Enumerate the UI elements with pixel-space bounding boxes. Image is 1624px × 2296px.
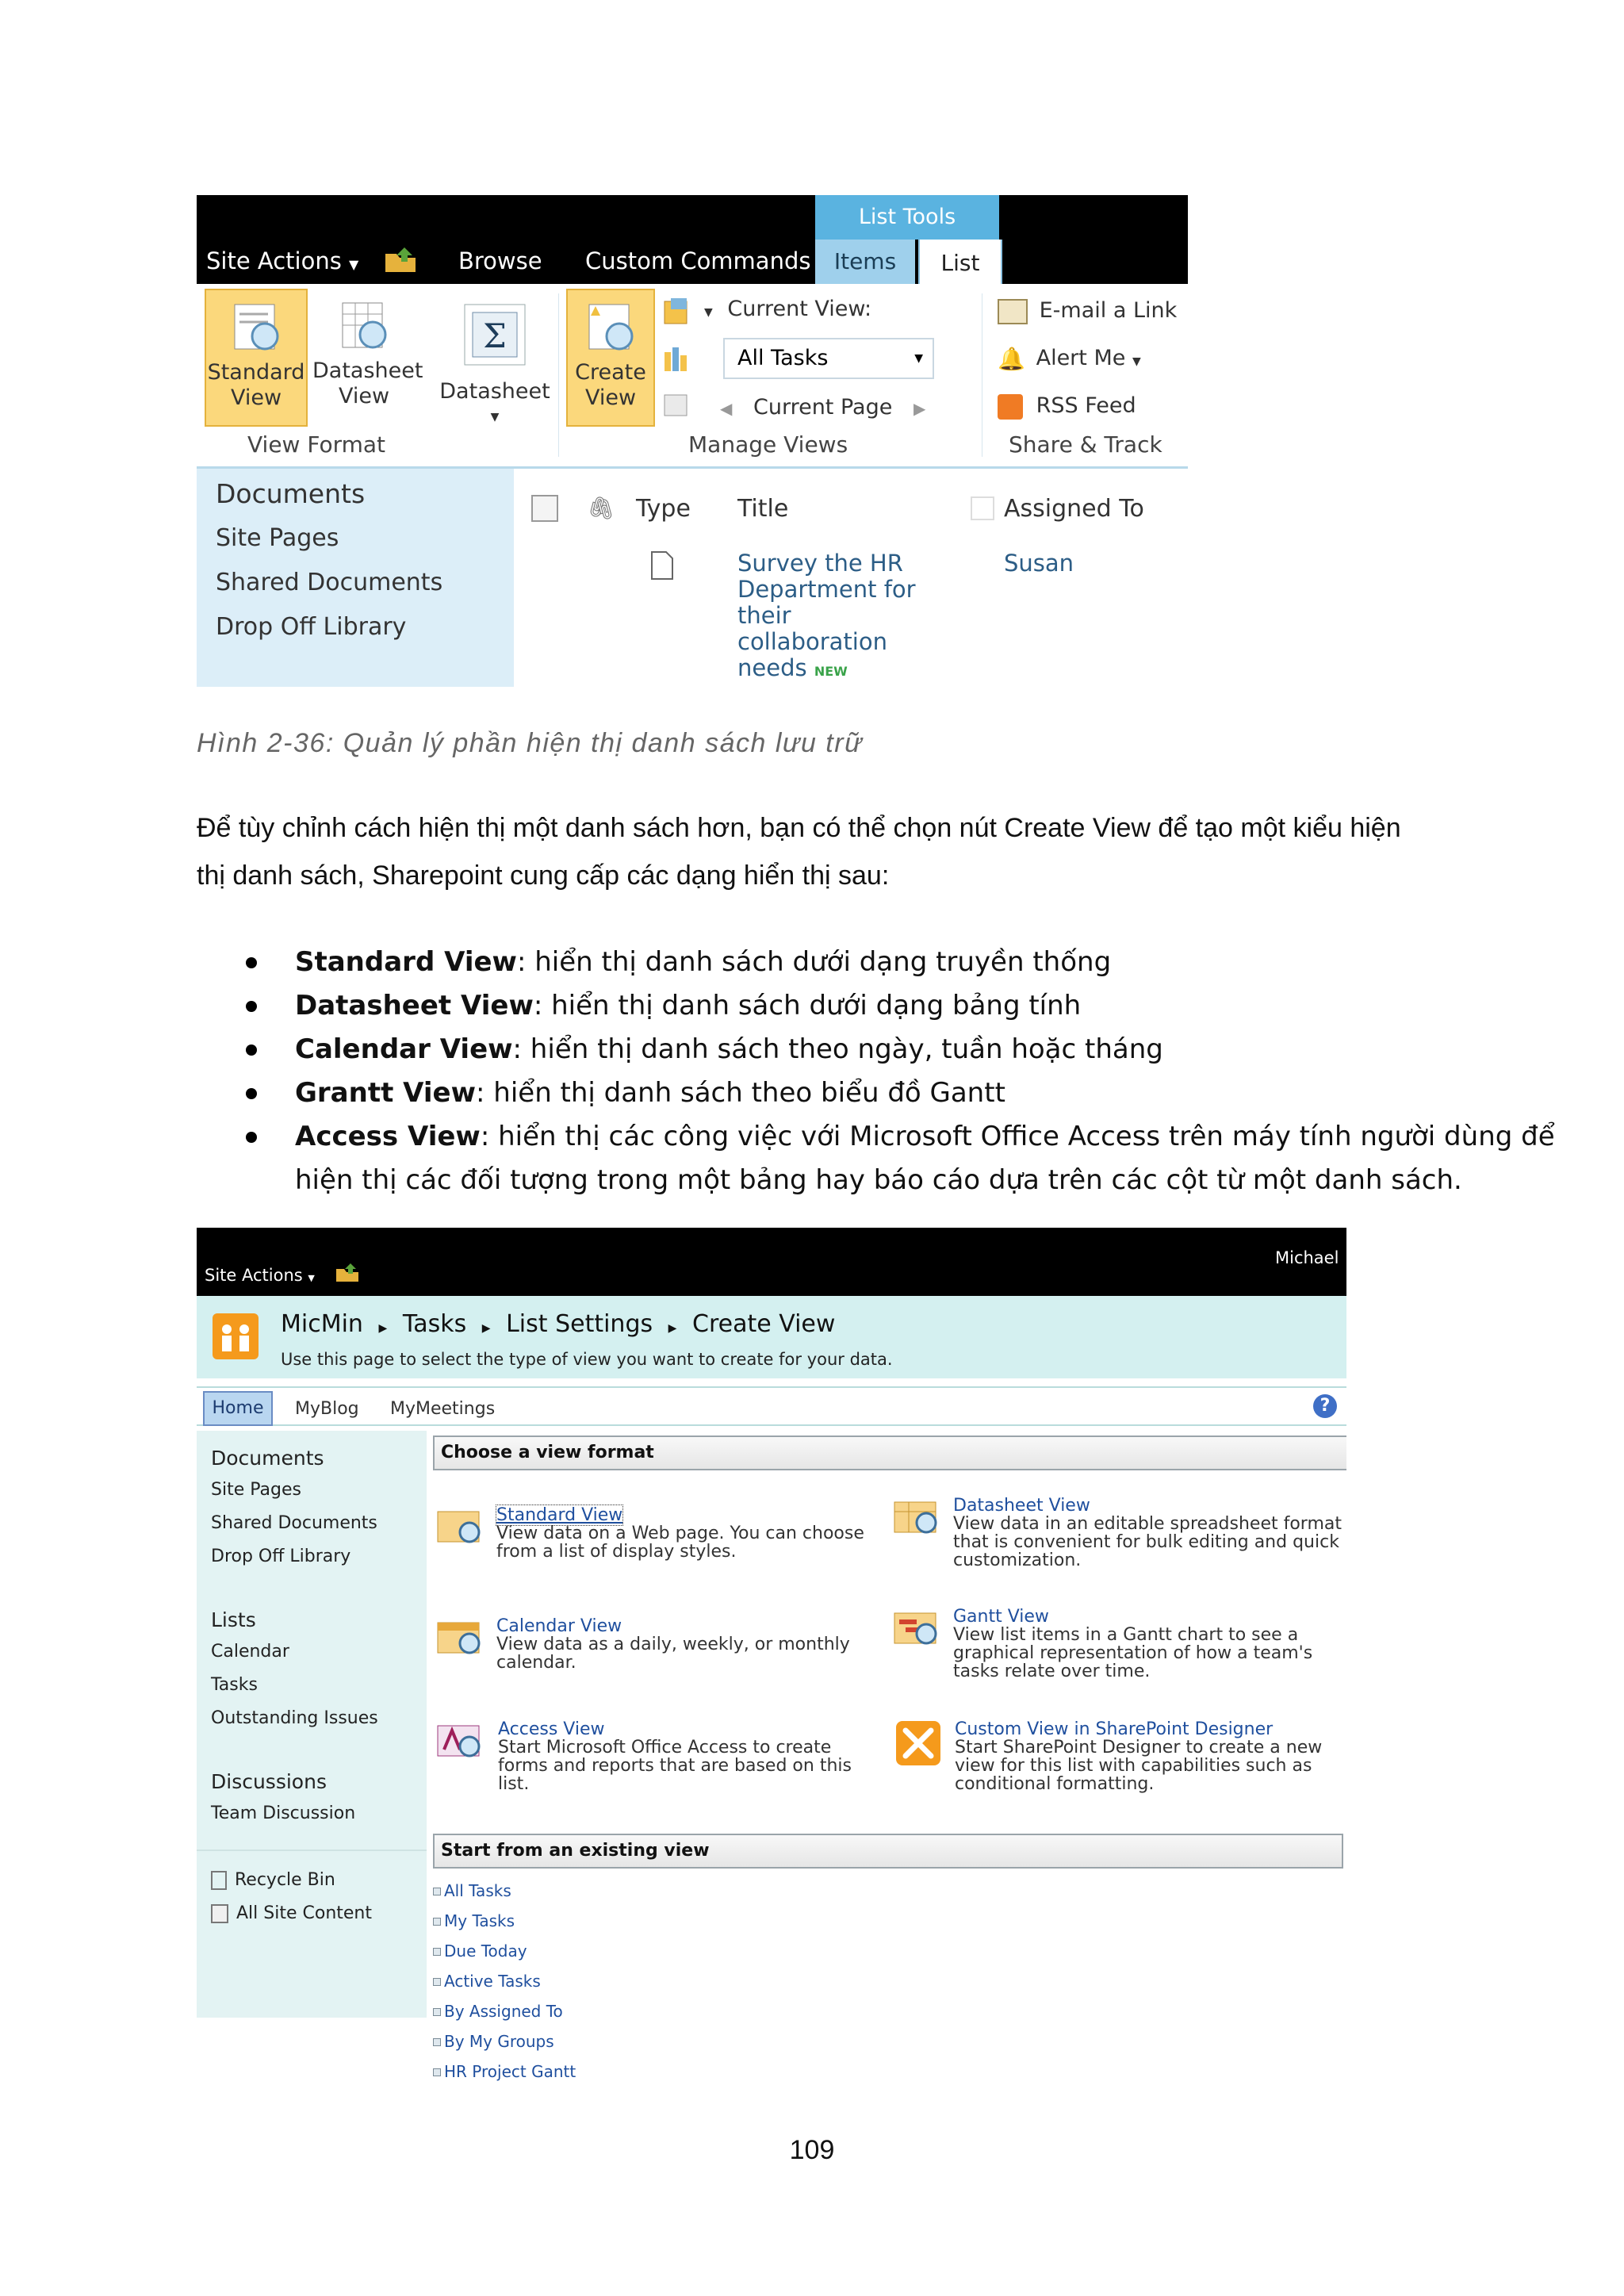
user-name-label: Michael (1275, 1248, 1339, 1267)
column-checkbox[interactable] (971, 496, 994, 520)
tab-custom-commands[interactable]: Custom Commands (585, 247, 811, 274)
gantt-view-link[interactable]: Gantt View (953, 1607, 1049, 1627)
existing-view-link[interactable]: All Tasks (444, 1881, 511, 1900)
existing-view-link[interactable]: By My Groups (444, 2032, 554, 2051)
bullet-access-view (295, 1115, 1555, 1158)
breadcrumb (281, 1310, 835, 1338)
envelope-icon (998, 299, 1028, 324)
create-view-button[interactable] (566, 289, 655, 427)
title-line: collaboration (737, 628, 887, 655)
standard-view-icon (436, 1508, 485, 1547)
site-actions-label: Site Actions (206, 247, 342, 274)
nav-site-pages[interactable]: Site Pages (211, 1480, 301, 1500)
datasheet-view-link[interactable]: Datasheet View (953, 1496, 1090, 1516)
bullet-dot (246, 1132, 257, 1143)
nav-documents[interactable]: Documents (216, 478, 366, 509)
nav-drop-off-library[interactable]: Drop Off Library (211, 1547, 351, 1566)
bullet-icon (433, 1918, 441, 1926)
chevron-down-icon: ▼ (490, 411, 500, 424)
datasheet-view-option[interactable] (893, 1499, 942, 1537)
title-line: Department for (737, 576, 916, 603)
chevron-down-icon: ▼ (914, 352, 923, 365)
existing-view-link[interactable]: Due Today (444, 1941, 527, 1961)
share-track-group-label: Share & Track (1009, 431, 1162, 458)
access-view-description (498, 1738, 852, 1793)
standard-view-label-2: View (230, 385, 282, 410)
custom-view-link[interactable]: Custom View in SharePoint Designer (955, 1719, 1274, 1739)
site-actions-menu[interactable] (206, 247, 358, 274)
custom-view-description (955, 1738, 1322, 1793)
description-line: View data in an editable spreadsheet format (953, 1514, 1342, 1534)
bullet-dot (246, 1001, 257, 1012)
calendar-view-icon (436, 1619, 485, 1658)
standard-view-icon (230, 301, 282, 354)
description-line: customization. (953, 1550, 1082, 1570)
nav-outstanding-issues[interactable]: Outstanding Issues (211, 1708, 378, 1728)
description-line: View list items in a Gantt chart to see a (953, 1625, 1299, 1645)
page-number: 109 (789, 2135, 835, 2165)
sharepoint-designer-icon (894, 1719, 944, 1769)
bullet-icon (433, 2008, 441, 2016)
site-actions-label: Site Actions (205, 1266, 303, 1285)
modify-view-icon[interactable] (661, 297, 693, 328)
svg-text:Σ: Σ (483, 316, 507, 355)
description-line: View data on a Web page. You can choose (496, 1524, 864, 1543)
site-content-icon (211, 1904, 228, 1923)
existing-view-link[interactable]: Active Tasks (444, 1972, 541, 1991)
all-site-content-label: All Site Content (236, 1903, 372, 1923)
bullet-term: Access View (295, 1121, 481, 1152)
select-all-checkbox[interactable] (531, 495, 558, 522)
title-line-text: needs (737, 654, 807, 681)
current-view-dropdown[interactable] (723, 338, 934, 379)
bullet-gantt-view (295, 1071, 1005, 1114)
bullet-text: : hiển thị danh sách theo biểu đồ Gantt (476, 1077, 1005, 1109)
manage-views-group-label: Manage Views (688, 431, 848, 458)
figure-caption: Hình 2-36: Quản lý phần hiện thị danh sách lưu trữ (197, 728, 864, 758)
standard-view-label-1: Standard (207, 360, 305, 385)
bullet-dot (246, 957, 257, 968)
tab-list[interactable]: List (918, 240, 1002, 284)
bullet-icon (433, 1978, 441, 1986)
chevron-right-icon: ▶ (378, 1322, 388, 1335)
current-page-label: Current Page (753, 395, 893, 420)
datasheet-label: Datasheet (439, 379, 550, 404)
column-title[interactable]: Title (737, 495, 789, 523)
document-icon (650, 550, 674, 581)
existing-view-header: Start from an existing view (433, 1834, 1343, 1869)
calendar-view-option[interactable] (436, 1619, 485, 1658)
new-badge: NEW (814, 664, 848, 679)
email-link-label: E-mail a Link (1039, 298, 1178, 323)
bullet-icon (433, 1948, 441, 1956)
chevron-right-icon: ▶ (668, 1322, 677, 1335)
description-line: calendar. (496, 1653, 576, 1673)
next-page-icon[interactable]: ▶ (913, 399, 926, 418)
nav-home[interactable]: Home (203, 1391, 273, 1426)
nav-drop-off-library[interactable]: Drop Off Library (216, 613, 407, 641)
current-page-navigation[interactable] (720, 395, 925, 420)
tab-items[interactable]: Items (815, 240, 915, 284)
email-link-button[interactable] (998, 298, 1177, 324)
top-navigation (197, 1386, 1346, 1426)
chevron-right-icon: ▶ (481, 1322, 491, 1335)
calendar-view-link[interactable]: Calendar View (496, 1616, 622, 1636)
current-view-value: All Tasks (737, 346, 829, 370)
tab-browse[interactable]: Browse (458, 247, 542, 274)
page-description: Use this page to select the type of view you want to create for your data. (281, 1350, 893, 1369)
navigate-icon[interactable] (661, 390, 693, 422)
bullet-dot (246, 1088, 257, 1099)
column-type[interactable]: Type (636, 495, 691, 523)
site-logo-icon (211, 1312, 260, 1361)
breadcrumb-site[interactable]: MicMin (281, 1310, 363, 1338)
ribbon-screenshot (197, 195, 1188, 687)
nav-shared-documents[interactable]: Shared Documents (211, 1513, 377, 1533)
choose-view-format-header: Choose a view format (433, 1435, 1346, 1470)
rss-feed-label: RSS Feed (1036, 393, 1136, 418)
ribbon-body (197, 284, 1188, 469)
breadcrumb-tasks[interactable]: Tasks (402, 1310, 467, 1338)
description-line: view for this list with capabilities such as (955, 1756, 1312, 1776)
title-line: Survey the HR (737, 550, 903, 577)
quick-launch (197, 1431, 427, 2018)
description-line: tasks relate over time. (953, 1662, 1151, 1681)
description-line: forms and reports that are based on this (498, 1756, 852, 1776)
standard-view-description (496, 1524, 864, 1561)
datasheet-view-button[interactable] (312, 289, 423, 424)
bullet-datasheet-view (295, 984, 1081, 1027)
top-bar (197, 1228, 1346, 1296)
bullet-term: Datasheet View (295, 990, 534, 1022)
title-line (737, 655, 916, 684)
view-columns-icon[interactable] (661, 344, 693, 376)
navigate-up-icon[interactable] (384, 246, 417, 273)
bullet-term: Grantt View (295, 1077, 477, 1109)
existing-view-link[interactable]: HR Project Gantt (444, 2062, 576, 2081)
recycle-bin-link[interactable] (211, 1870, 335, 1890)
divider (197, 1849, 427, 1851)
recycle-bin-icon (211, 1871, 227, 1890)
list-tools-label: List Tools (815, 195, 999, 240)
description-line: from a list of display styles. (496, 1542, 737, 1562)
divider (558, 293, 559, 457)
nav-myblog[interactable]: MyBlog (295, 1399, 359, 1419)
nav-discussions[interactable]: Discussions (211, 1770, 327, 1793)
bullet-calendar-view (295, 1028, 1163, 1071)
quick-launch (197, 469, 514, 687)
navigate-up-icon[interactable] (335, 1263, 360, 1283)
chevron-down-icon: ▼ (349, 257, 359, 272)
bullet-term: Standard View (295, 946, 517, 978)
bullet-term: Calendar View (295, 1033, 513, 1065)
bullet-text: : hiển thị danh sách dưới dạng truyền thống (516, 946, 1112, 978)
item-title-link[interactable] (737, 550, 916, 684)
create-view-icon (584, 301, 637, 354)
nav-calendar[interactable]: Calendar (211, 1642, 289, 1662)
create-view-label-1: Create (575, 360, 646, 385)
view-format-group-label: View Format (247, 431, 386, 458)
description-line: graphical representation of how a team's (953, 1643, 1313, 1663)
nav-mymeetings[interactable]: MyMeetings (390, 1399, 496, 1419)
create-view-label-2: View (584, 385, 637, 410)
page-title-area (197, 1296, 1346, 1378)
help-icon[interactable]: ? (1313, 1394, 1337, 1418)
standard-view-option[interactable] (436, 1508, 485, 1547)
gantt-view-description (953, 1626, 1312, 1681)
standard-view-button[interactable] (205, 289, 308, 427)
description-line: Start SharePoint Designer to create a new (955, 1738, 1323, 1757)
access-view-link[interactable]: Access View (498, 1719, 605, 1739)
alert-me-label: Alert Me (1036, 346, 1126, 370)
chevron-down-icon: ▼ (308, 1273, 315, 1283)
datasheet-view-icon (338, 300, 390, 352)
list-tools-group (815, 195, 999, 284)
datasheet-view-description (953, 1515, 1342, 1570)
nav-site-pages[interactable]: Site Pages (216, 524, 339, 552)
bullet-icon (433, 2068, 441, 2076)
access-view-icon (436, 1723, 485, 1761)
paragraph-line-1: Để tùy chỉnh cách hiện thị một danh sách hơn, bạn có thể chọn nút Create View để tạo một kiểu hiện (197, 813, 1401, 843)
bell-icon: 🔔 (998, 345, 1025, 372)
nav-documents[interactable]: Documents (211, 1447, 324, 1470)
rss-icon (998, 394, 1023, 420)
gantt-view-option[interactable] (893, 1610, 942, 1648)
paragraph-line-2: thị danh sách, Sharepoint cung cấp các dạng hiển thị sau: (197, 861, 890, 891)
bullet-icon (433, 2038, 441, 2046)
description-line: Start Microsoft Office Access to create (498, 1738, 832, 1757)
chevron-down-icon: ▼ (1132, 355, 1141, 368)
description-line: that is convenient for bulk editing and quick (953, 1532, 1339, 1552)
breadcrumb-list-settings[interactable]: List Settings (506, 1310, 653, 1338)
ribbon-top-bar (197, 195, 1188, 284)
attachment-icon: 🖇 (587, 495, 615, 521)
gantt-view-icon (893, 1610, 942, 1648)
current-view-label (704, 297, 871, 321)
current-view-text: Current View: (727, 297, 872, 321)
breadcrumb-create-view: Create View (692, 1310, 836, 1338)
datasheet-view-label-2: View (338, 384, 390, 408)
datasheet-view-label-1: Datasheet (312, 358, 423, 383)
description-line: list. (498, 1774, 530, 1794)
assigned-to-value[interactable]: Susan (1004, 550, 1074, 577)
sigma-icon (462, 301, 528, 368)
title-line: their (737, 602, 791, 629)
access-view-option[interactable] (436, 1723, 485, 1761)
calendar-view-description (496, 1635, 850, 1672)
create-view-screenshot (197, 1228, 1346, 2108)
previous-page-icon[interactable]: ◀ (720, 399, 733, 418)
column-assigned-to[interactable]: Assigned To (1004, 495, 1144, 523)
bullet-icon (433, 1888, 441, 1895)
alert-me-button[interactable] (998, 346, 1141, 370)
datasheet-button[interactable] (439, 289, 550, 447)
bullet-text: : hiển thị danh sách theo ngày, tuần hoặc tháng (512, 1033, 1163, 1065)
bullet-standard-view (295, 941, 1111, 983)
description-line: View data as a daily, weekly, or monthly (496, 1635, 850, 1654)
bullet-dot (246, 1045, 257, 1056)
nav-shared-documents[interactable]: Shared Documents (216, 569, 443, 596)
existing-view-link[interactable]: By Assigned To (444, 2002, 563, 2021)
existing-view-link[interactable]: My Tasks (444, 1911, 515, 1930)
datasheet-view-icon (893, 1499, 942, 1537)
bullet-access-view-continued: hiện thị các đối tượng trong một bảng hay báo cáo dựa trên các cột từ một danh sách. (295, 1164, 1462, 1196)
bullet-text: : hiển thị các công việc với Microsoft Office Access trên máy tính người dùng để (480, 1121, 1555, 1152)
bullet-text: : hiển thị danh sách dưới dạng bảng tính (533, 990, 1082, 1022)
standard-view-link[interactable]: Standard View (496, 1505, 623, 1525)
site-actions-menu[interactable] (205, 1266, 315, 1285)
chevron-down-icon: ▼ (704, 306, 713, 319)
description-line: conditional formatting. (955, 1774, 1155, 1794)
nav-tasks[interactable]: Tasks (211, 1675, 258, 1695)
nav-lists[interactable]: Lists (211, 1608, 256, 1631)
rss-feed-button[interactable] (998, 393, 1136, 420)
all-site-content-link[interactable] (211, 1903, 372, 1923)
recycle-bin-label: Recycle Bin (235, 1870, 335, 1890)
nav-team-discussion[interactable]: Team Discussion (211, 1803, 356, 1823)
user-name[interactable] (1275, 1248, 1339, 1267)
custom-view-option[interactable] (894, 1719, 944, 1769)
